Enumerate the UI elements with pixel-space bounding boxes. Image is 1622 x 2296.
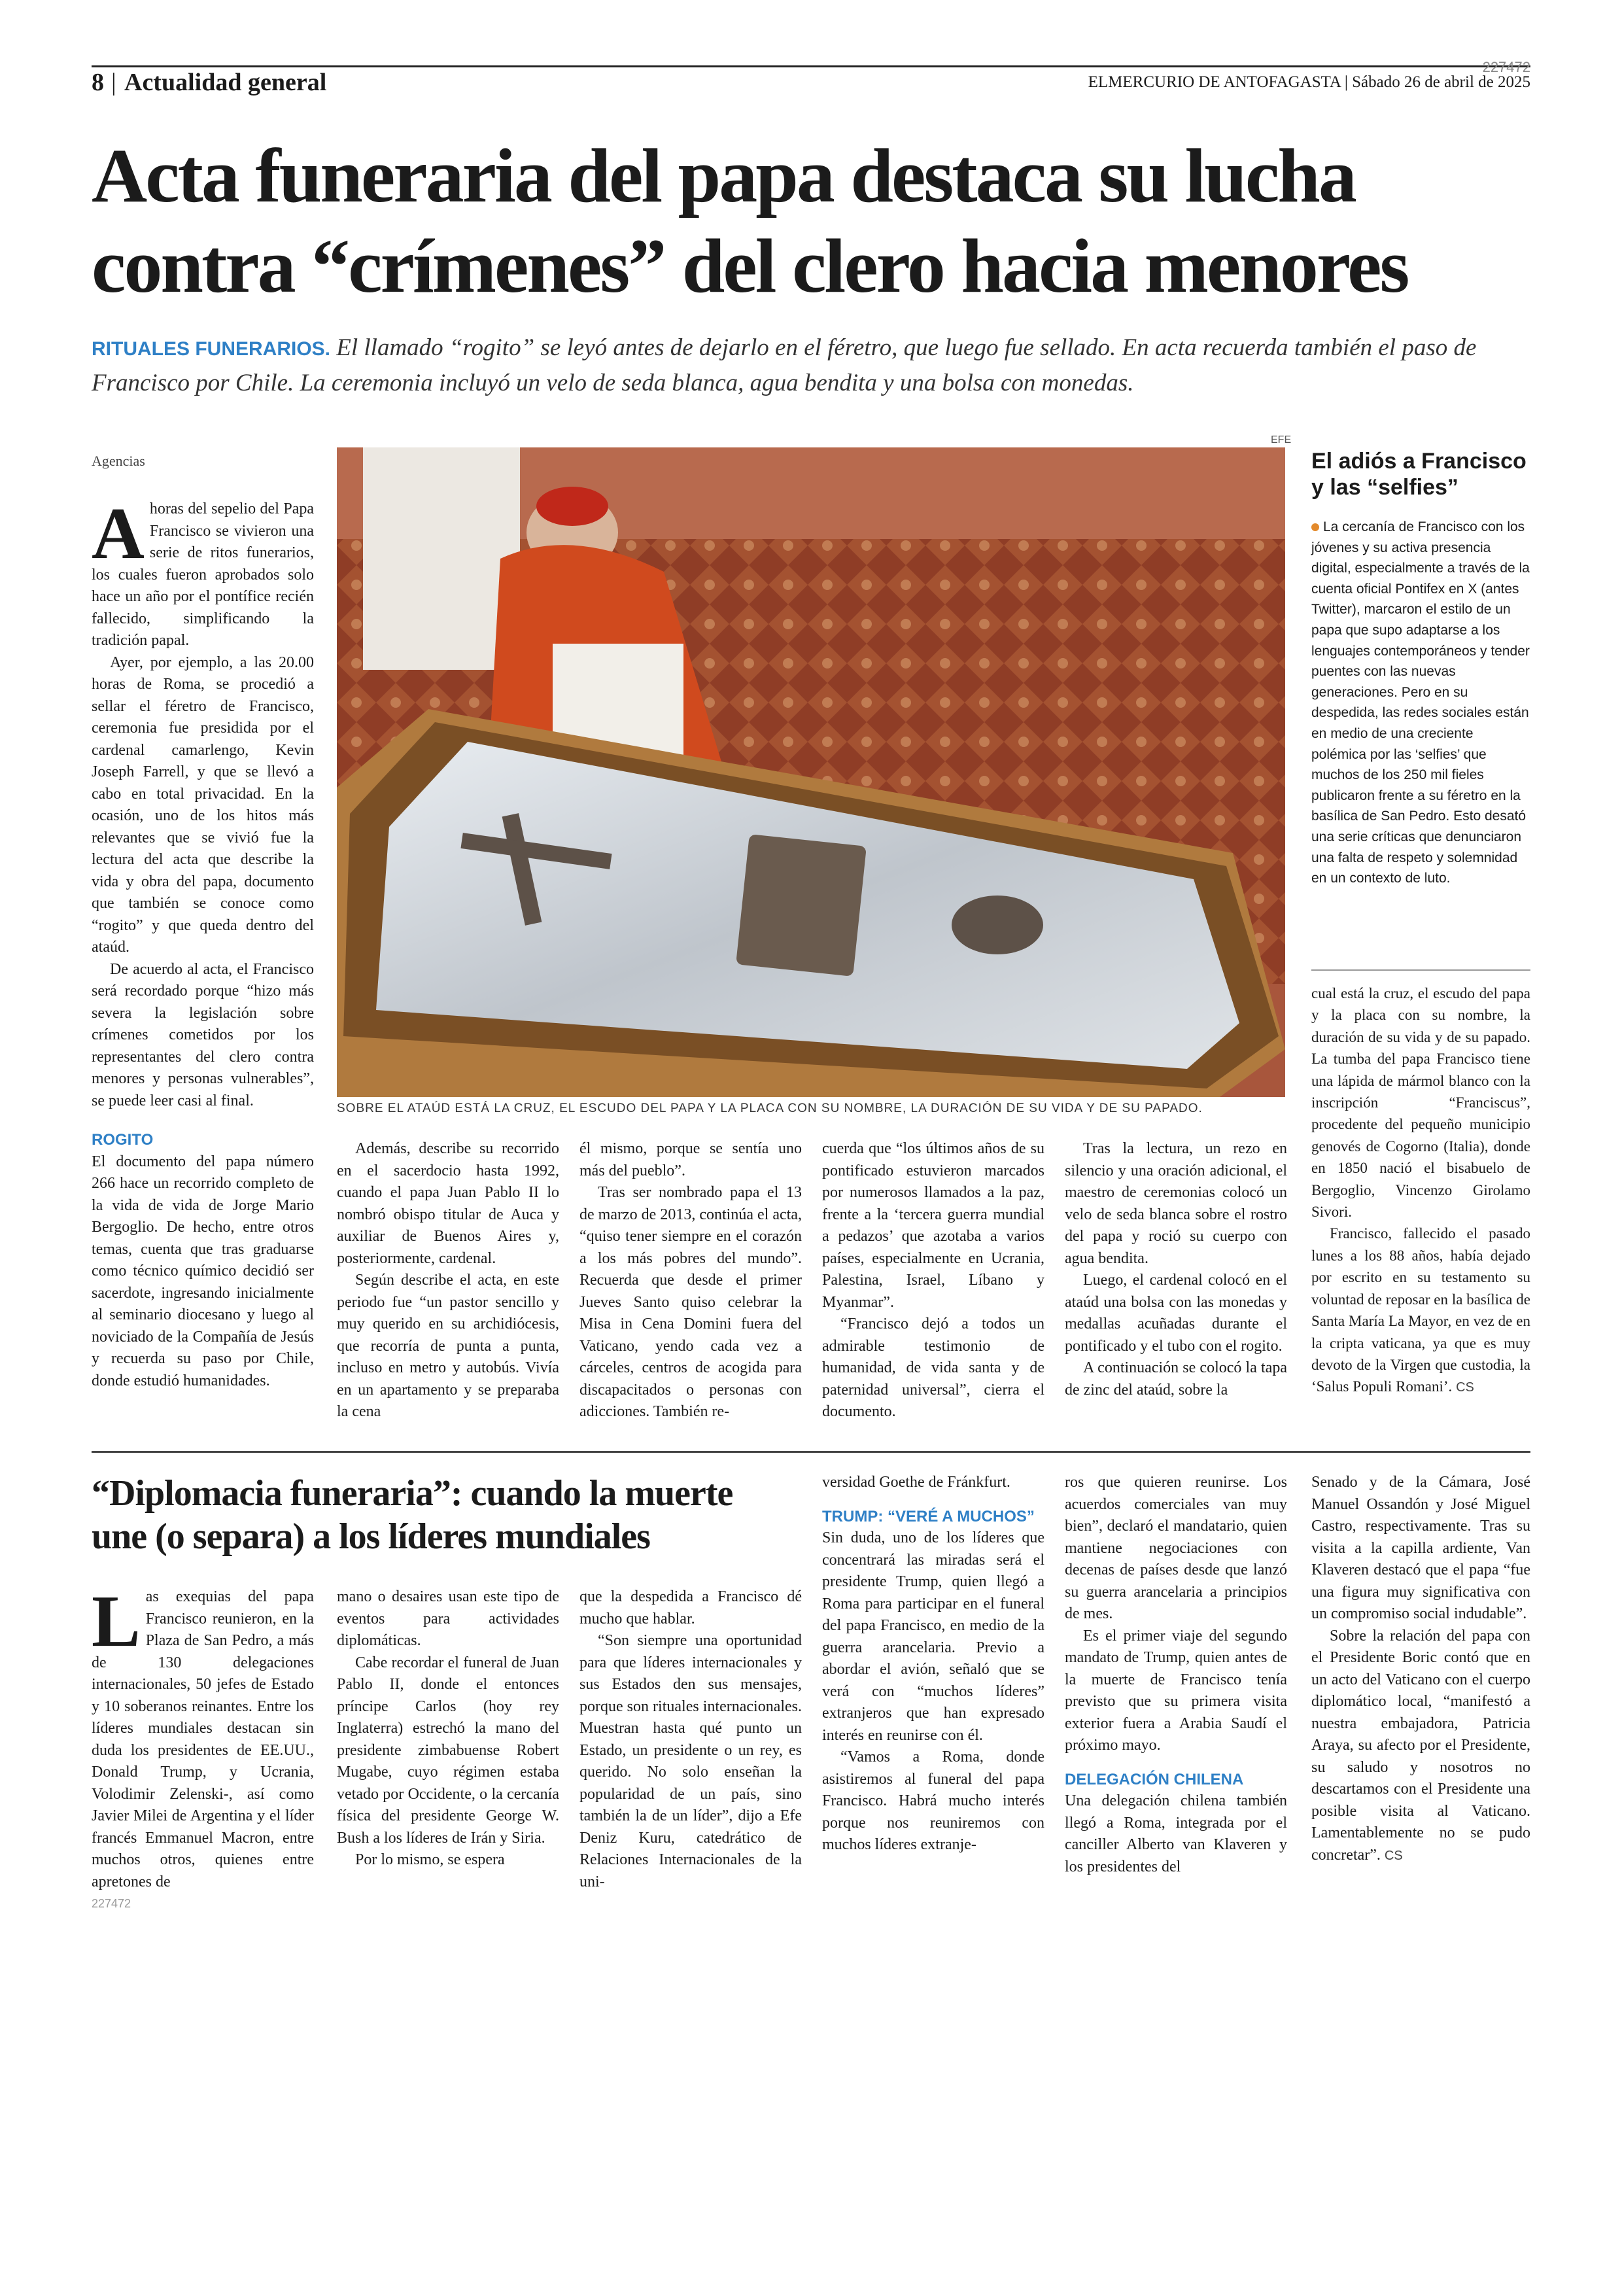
subhead-chile: DELEGACIÓN CHILENA [1065,1770,1244,1788]
second-column-5 [1065,1472,1287,1878]
second-col4-p1: versidad Goethe de Fránkfurt. [822,1474,1010,1491]
col3-p1: él mismo, porque se sentía uno más del pueblo”. [579,1140,802,1179]
col1-p3: De acuerdo al acta, el Francisco será recordado porque “hizo más severa la legislación sobre crímenes cometidos por los representantes del clero contra menores y personas vulnerables”, se puede leer casi al final. [92,960,314,1109]
main-column-2 [337,1138,559,1423]
col6-p2: Francisco, fallecido el pasado lunes a los 88 años, había dejado por escrito en su testamento su voluntad de reposar en la basílica de Santa María La Mayor, en vez de en la cripta vaticana, ya que es muy devoto de la Virgen que custodia, la ‘Salus Populi Romani’. [1311,1225,1530,1395]
end-mark: CS [1456,1380,1474,1395]
deck-text: El llamado “rogito” se leyó antes de dejarlo en el féretro, que luego fue sellado. En acta recuerda también el paso de Francisco por Chile. La ceremonia incluyó un velo de seda blanca, agua bendita y una bolsa con monedas. [92,334,1477,396]
col1-p4: El documento del papa número 266 hace un recorrido completo de la vida de vida de Jorge Mario Bergoglio. De hecho, entre otros temas, cuenta que tras graduarse como técnico químico decidió ser sacerdote, ingresando inicialmente al seminario diocesano y luego al noviciado de la Compañía de Jesús y recuerda su paso por Chile, donde estudió humanidades. [92,1153,314,1389]
photo-caption: SOBRE EL ATAÚD ESTÁ LA CRUZ, EL ESCUDO DEL PAPA Y LA PLACA CON SU NOMBRE, LA DURACIÓN DE SU VIDA Y DE SU PAPADO. [337,1102,1203,1115]
second-col2-p2: Cabe recordar el funeral de Juan Pablo II, donde el entonces príncipe Carlos (hoy rey Inglaterra) estrechó la mano del presidente zimbabuense Robert Mugabe, cuyo régimen estaba vetado por Occidente, o la cercanía física del presidente George W. Bush a los líderes de Irán y Siria. [337,1654,559,1847]
header-id-code: 227472 [1482,59,1530,75]
main-column-1 [92,493,314,1392]
col1-p1: horas del sepelio del Papa Francisco se vivieron una serie de ritos funerarios, los cuales fueron aprobados solo hace un año por el pontífice recién fallecido, simplificando la tradición papal. [92,500,314,649]
sidebar-text: La cercanía de Francisco con los jóvenes y su activa presencia digital, especialmente a través de la cuenta oficial Pontifex en X (antes Twitter), marcaron el estilo de un papa que supo adaptarse a los lenguajes contemporáneos y tender puentes con las nuevas generaciones. Pero en su despedida, las redes sociales están en medio de una creciente polémica por las ‘selfies’ que muchos de los 250 mil fieles publicaron frente a su féretro en la basílica de San Pedro. Esto desató una serie críticas que denunciaron una falta de respeto y solemnidad en un contexto de luto. [1311,519,1530,886]
col6-p1: cual está la cruz, el escudo del papa y la placa con su nombre, la duración de su vida y de su papado. La tumba del papa Francisco tiene una lápida de mármol blanco con la inscripción “Franciscus”, procedente del pequeño municipio genovés de Cogorno (Italia), donde en 1850 nació el bisabuelo de Bergoglio, Vincenzo Girolamo Sivori. [1311,985,1530,1221]
main-column-5 [1065,1138,1287,1401]
second-column-6 [1311,1472,1530,1867]
paper-info [1088,73,1530,92]
main-headline: Acta funeraria del papa destaca su lucha contra “crímenes” del clero hacia menores [92,133,1408,309]
second-col2-p1: mano o desaires usan este tipo de eventos para actividades diplomáticas. [337,1588,559,1649]
second-col6-p1: Senado y de la Cámara, José Manuel Ossandón y José Miguel Castro, respectivamente. Tras su visita a la capilla ardiente, Van Klaveren destacó que el papa “fue una figura muy significativa con un compromiso social indudable”. [1311,1474,1530,1622]
subhead-rogito: ROGITO [92,1131,154,1149]
col1-p2: Ayer, por ejemplo, a las 20.00 horas de Roma, se procedió a sellar el féretro de Francisco, ceremonia fue presidida por el cardenal camarlengo, Kevin Joseph Farrell, y que se llevó a cabo en total privacidad. En la ocasión, uno de los hitos más relevantes que se vivió fue la lectura del acta que describe la vida y obra del papa, documento que también se conoce como “rogito” y que queda dentro del ataúd. [92,653,314,956]
col4-p1: cuerda que “los últimos años de su pontificado estuvieron marcados por numerosos llamados a la paz, frente a la ‘tercera guerra mundial a pedazos’ que azotaba a varios países, especialmente en Ucrania, Palestina, Israel, Líbano y Myanmar”. [822,1140,1044,1311]
second-column-1 [92,1581,314,1893]
byline: Agencias [92,453,145,469]
dropcap: A [92,493,145,574]
second-column-3 [579,1586,802,1893]
col2-p2: Según describe el acta, en este periodo fue “un pastor sencillo y muy querido en su archidiócesis, que recorría de punta a punta, incluso en metro y autobús. Vivía en un apartamento y se preparaba la cena [337,1272,559,1420]
main-column-6 [1311,983,1530,1399]
second-col4-p3: “Vamos a Roma, donde asistiremos al funeral del papa Francisco. Habrá mucho interés porque nos reuniremos con muchos líderes extranje- [822,1748,1044,1853]
second-col3-p2: “Son siempre una oportunidad para que líderes internacionales y sus Estados den sus mensajes, porque son rituales internacionales. Muestran hasta qué punto un Estado, un presidente o un rey, es querido. No solo enseñan la popularidad de un país, sino también la de un líder”, dijo a Efe Deniz Kuru, catedrático de Relaciones Internacionales de la uni- [579,1632,802,1890]
second-col5-p1: ros que quieren reunirse. Los acuerdos comerciales van muy bien”, declaró el mandatario, quien mantiene negociaciones con decenas de países desde que lanzó su guerra arancelaria a principios de mes. [1065,1474,1287,1622]
second-col5-p2: Es el primer viaje del segundo mandato de Trump, quien antes de la muerte de Francisco tenía previsto que su primera visita exterior fuera a Arabia Saudí el próximo mayo. [1065,1627,1287,1754]
second-col2-p3: Por lo mismo, se espera [355,1851,505,1868]
second-col1-p1: as exequias del papa Francisco reunieron, en la Plaza de San Pedro, a más de 130 delegaciones internacionales, 50 jefes de Estado y 10 soberanos reinantes. Entre los líderes mundiales destacan sin duda los presidentes de EE.UU., Donald Trump, y Ucrania, Volodimir Zelenski-, así como Javier Milei de Argentina y el líder francés Emmanuel Macron, entre muchos otros, quienes entre apretones de [92,1588,314,1890]
newspaper-name: ELMERCURIO DE ANTOFAGASTA [1088,73,1341,91]
col5-p3: A continuación se colocó la tapa de zinc del ataúd, sobre la [1065,1359,1287,1399]
second-column-4 [822,1472,1044,1856]
paper-info-separator: | [1344,73,1353,91]
coffin-photo [337,447,1285,1097]
subhead-trump: TRUMP: “VERÉ A MUCHOS” [822,1507,1035,1525]
sidebar-title: El adiós a Francisco y las “selfies” [1311,449,1527,500]
second-headline: “Diplomacia funeraria”: cuando la muerte une (o separa) a los líderes mundiales [92,1473,733,1557]
deck-kicker: RITUALES FUNERARIOS. [92,338,331,360]
main-column-3 [579,1138,802,1423]
col5-p1: Tras la lectura, un rezo en silencio y una oración adicional, el maestro de ceremonias colocó un velo de seda blanca sobre el rostro del papa y roció su cuerpo con agua bendita. [1065,1140,1287,1267]
second-col4-p2: Sin duda, uno de los líderes que concentrará las miradas será el presidente Trump, quien llegó a Roma para participar en el funeral del papa Francisco, en medio de la guerra arancelaria. Previo a abordar el avión, señaló que se verá con “muchos líderes” extranjeros que han expresado interés en reunirse con él. [822,1529,1044,1744]
second-end-mark: CS [1384,1848,1403,1863]
second-dropcap: L [92,1581,141,1662]
page-number: 8 [92,69,104,96]
col3-p2: Tras ser nombrado papa el 13 de marzo de 2013, continúa el acta, “quiso tener siempre en el corazón a los más pobres del mundo”. Recuerda que desde el primer Jueves Santo quiso celebrar la Misa in Cena Domini fuera del Vaticano, yendo cada vez a cárceles, centros de acogida para discapacitados o personas con adicciones. También re- [579,1184,802,1420]
main-deck [92,331,1544,400]
second-col3-p1: que la despedida a Francisco dé mucho que hablar. [579,1588,802,1627]
article-separator [92,1451,1530,1453]
footer-id-code: 227472 [92,1897,131,1910]
col4-p2: “Francisco dejó a todos un admirable testimonio de humanidad, de vida santa y de paternidad universal”, cierra el documento. [822,1315,1044,1420]
main-column-4 [822,1138,1044,1423]
col5-p2: Luego, el cardenal colocó en el ataúd una bolsa con las monedas y medallas acuñadas durante el pontificado y el tubo con el rogito. [1065,1272,1287,1355]
second-col5-p3: Una delegación chilena también llegó a Roma, integrada por el canciller Alberto van Klaveren y los presidentes del [1065,1792,1287,1875]
section-name: Actualidad general [124,69,327,96]
header-rule [92,65,1530,67]
issue-date: Sábado 26 de abril de 2025 [1352,73,1530,91]
sidebar-body [1311,517,1530,889]
col2-p1: Además, describe su recorrido en el sacerdocio hasta 1992, cuando el papa Juan Pablo II lo nombró obispo titular de Auca y auxiliar de Buenos Aires y, posteriormente, cardenal. [337,1140,559,1267]
sidebar-rule [1311,969,1530,971]
header-separator: | [111,69,116,96]
photo-credit: EFE [1271,434,1292,445]
second-column-2 [337,1586,559,1871]
second-col6-p2: Sobre la relación del papa con el Presidente Boric contó que en un acto del Vaticano con el cuerpo diplomático local, “manifestó a nuestra embajadora, Patricia Araya, su afecto por el Presidente, su saludo y nosotros no descartamos con el Presidente una posible visita al Vaticano. Lamentablemente no se pudo concretar”. [1311,1627,1530,1864]
bullet-icon [1311,523,1319,531]
